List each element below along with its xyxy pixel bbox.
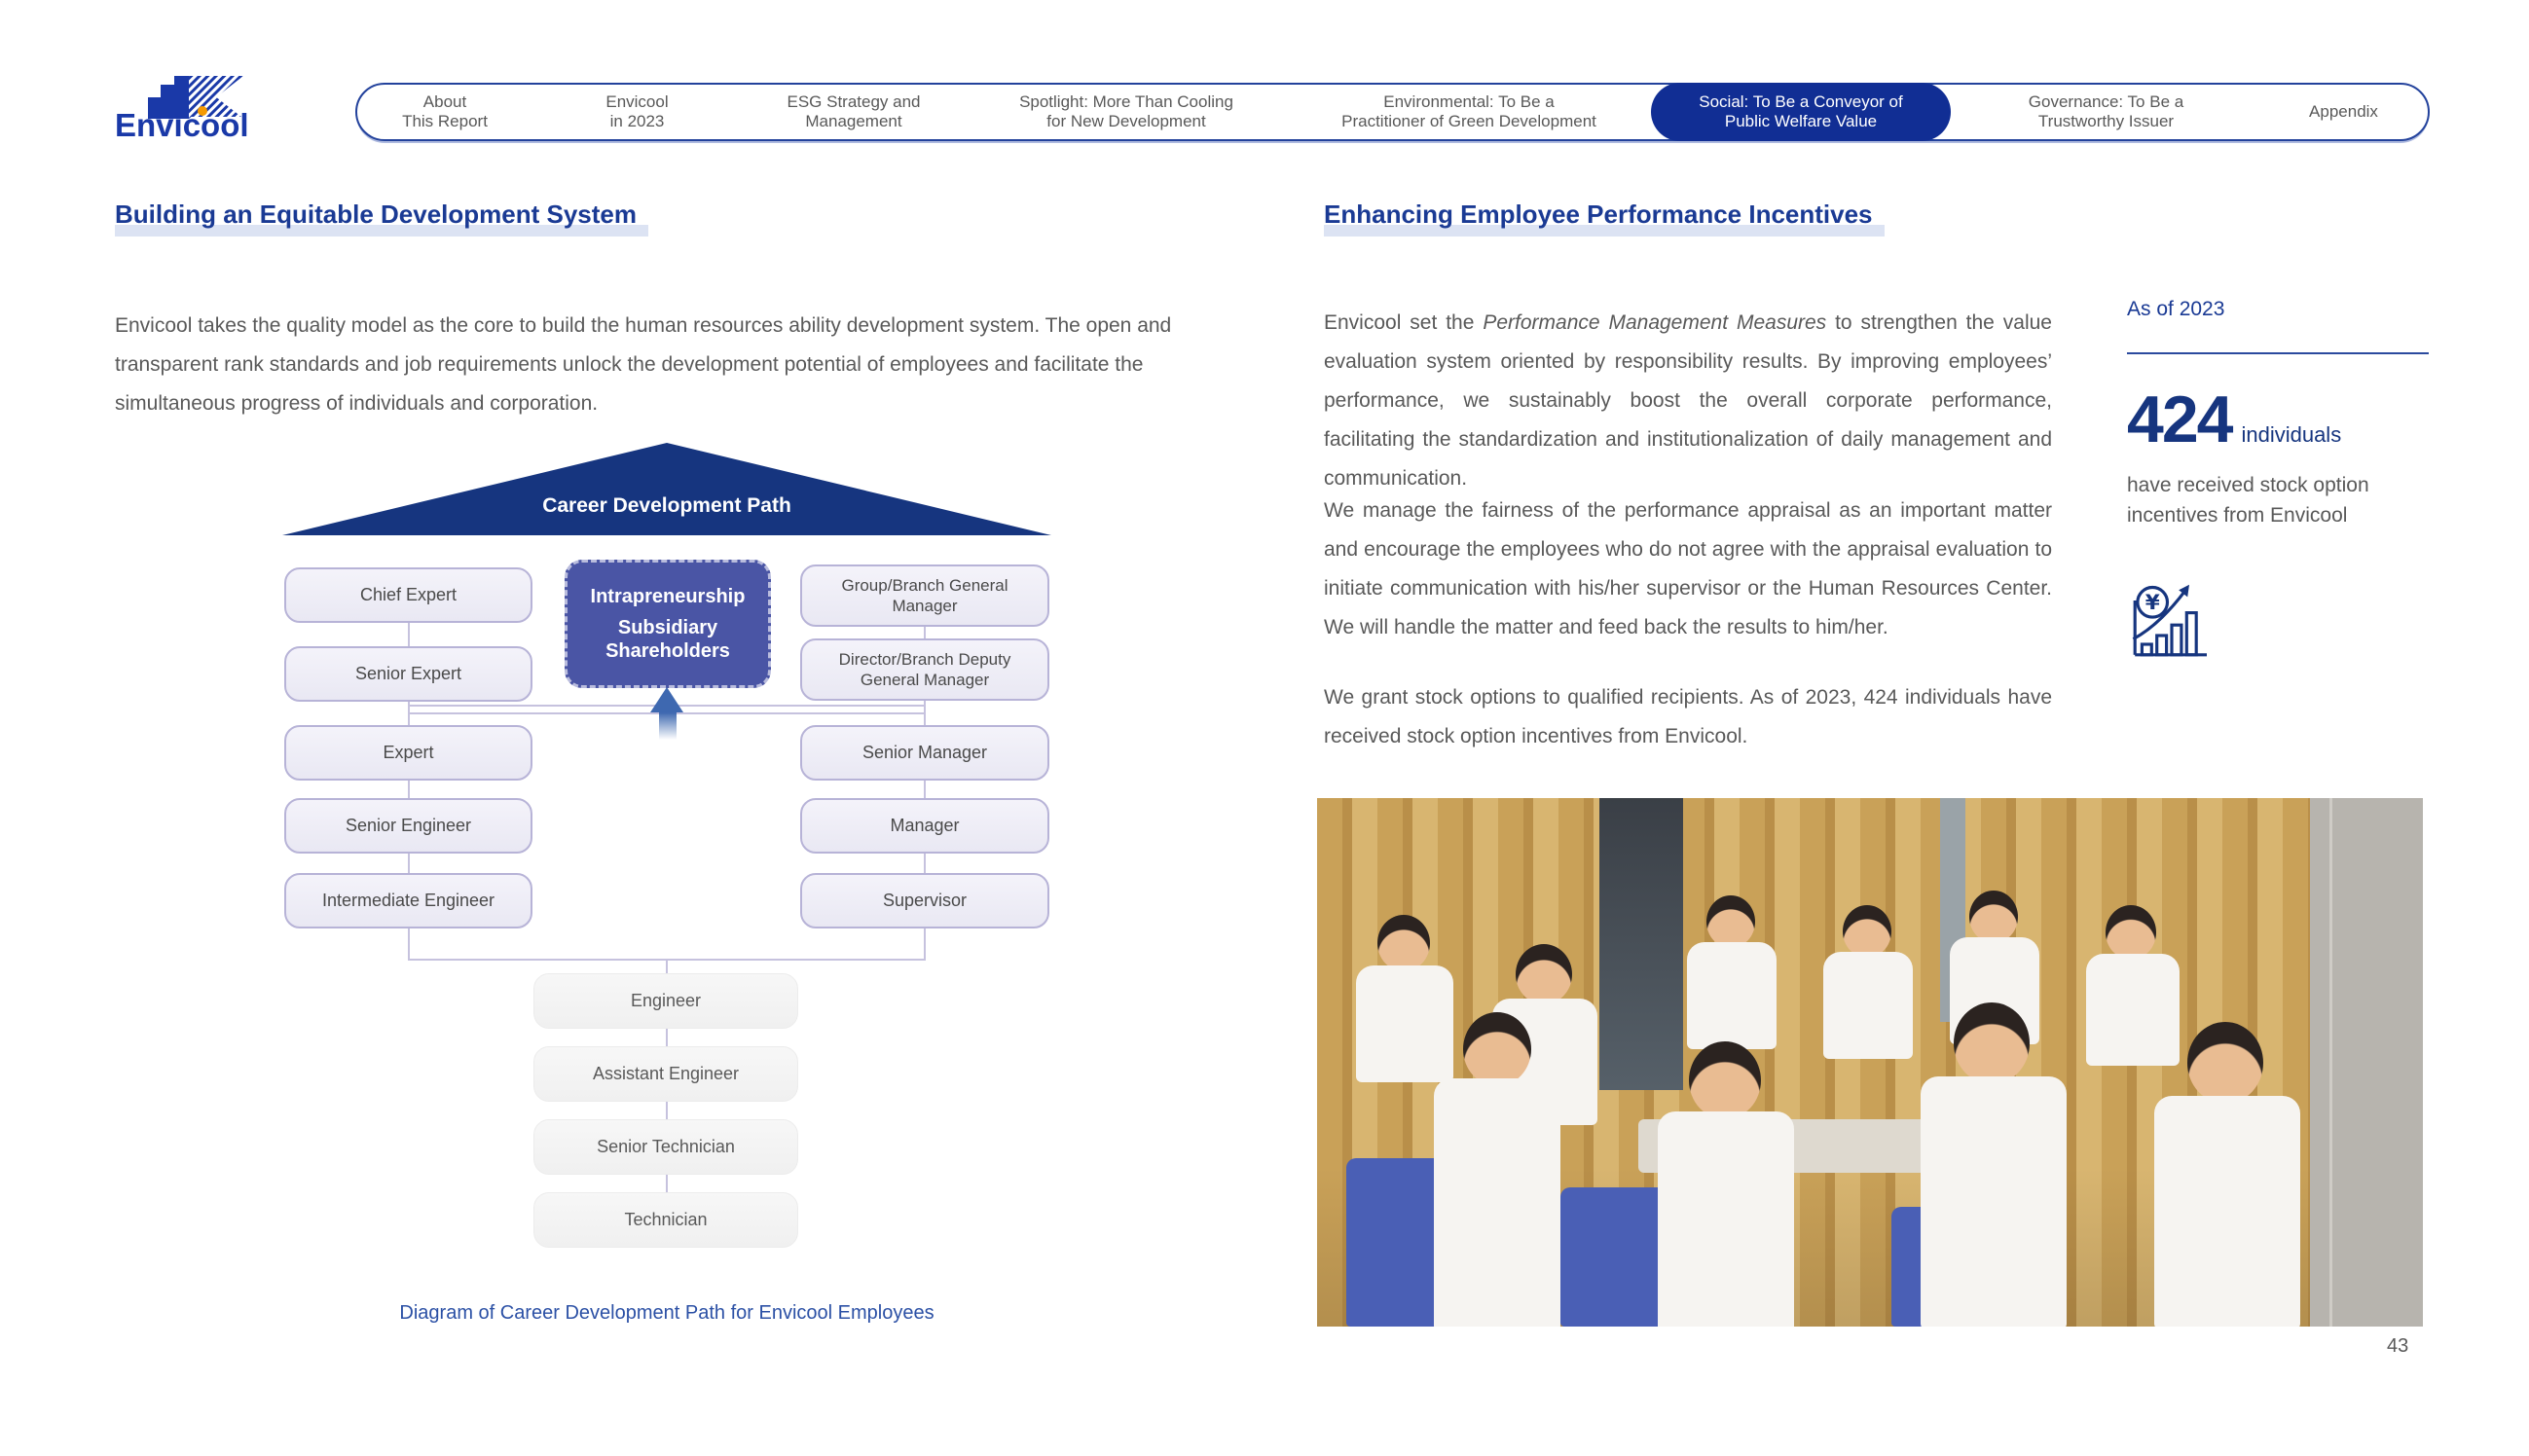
diagram-box-group-branch-gm: Group/Branch General Manager — [800, 564, 1049, 627]
up-arrow-tail — [659, 712, 677, 740]
nav-tab-social-active[interactable]: Social: To Be a Conveyor of Public Welfare Value — [1651, 83, 1951, 141]
nav-tab-about-this-report[interactable]: About This Report — [402, 92, 488, 130]
nav-tab-environmental[interactable]: Environmental: To Be a Practitioner of Green Development — [1341, 92, 1596, 130]
right-paragraph-3: We grant stock options to qualified recipients. As of 2023, 424 individuals have received stock option incentives from Envicool. — [1324, 686, 2052, 747]
diagram-caption: Diagram of Career Development Path for Envicool Employees — [399, 1302, 935, 1324]
nav-tab-governance[interactable]: Governance: To Be a Trustworthy Issuer — [2028, 92, 2184, 130]
italic-document-title: Performance Management Measures — [1483, 311, 1827, 334]
employee-group-photo — [1317, 798, 2423, 1327]
stat-divider — [2127, 352, 2429, 354]
diagram-box-engineer: Engineer — [533, 973, 798, 1029]
svg-text:¥: ¥ — [2144, 591, 2160, 615]
diagram-box-intermediate-engineer: Intermediate Engineer — [284, 873, 532, 928]
stat-as-of-label: As of 2023 — [2127, 298, 2225, 320]
envicool-logo — [115, 76, 251, 144]
diagram-box-technician: Technician — [533, 1192, 798, 1248]
left-section-paragraph: Envicool takes the quality model as the core to build the human resources ability development system. The open and transparent rank standards and job requirements unlock the development potential of employees and facilitate the simultaneous progress of individuals and corporation. — [115, 314, 1172, 415]
envicool-wordmark: Envicool — [115, 107, 249, 143]
photo-window — [1599, 798, 1683, 1090]
diagram-box-intrapreneurship: Intrapreneurship Subsidiary Shareholders — [565, 560, 771, 688]
nav-tab-appendix[interactable]: Appendix — [2309, 102, 2378, 121]
career-development-diagram — [282, 438, 1051, 1256]
nav-tab-envicool-in-2023[interactable]: Envicool in 2023 — [605, 92, 669, 130]
diagram-box-supervisor: Supervisor — [800, 873, 1049, 928]
diagram-box-senior-technician: Senior Technician — [533, 1119, 798, 1175]
diagram-box-assistant-engineer: Assistant Engineer — [533, 1046, 798, 1102]
stat-description: have received stock option incentives from Envicool — [2127, 474, 2369, 527]
right-paragraph-2: We manage the fairness of the performance appraisal as an important matter and encourage the employees who do not agree with the appraisal evaluation to initiate communication with his/her supervisor or the Human Resources Center. We will handle the matter and feed back the results to him/her. — [1324, 499, 2052, 638]
left-section-heading: Building an Equitable Development System — [115, 200, 648, 237]
right-paragraph-1: Envicool set the Performance Management Measures to strengthen the value evaluation system oriented by responsibility results. By improving employees’ performance, we sustainably boost the overall corporate performance, facilitating the standardization and institutionalization of daily management and communication. — [1324, 311, 2052, 490]
nav-tab-spotlight[interactable]: Spotlight: More Than Cooling for New Development — [1019, 92, 1233, 130]
diagram-box-chief-expert: Chief Expert — [284, 567, 532, 623]
up-arrow-icon — [650, 687, 683, 712]
top-navigation — [355, 83, 2430, 141]
diagram-box-senior-manager: Senior Manager — [800, 725, 1049, 781]
stock-option-growth-icon — [2128, 574, 2216, 667]
diagram-box-senior-expert: Senior Expert — [284, 646, 532, 702]
photo-wall-seam — [2329, 798, 2332, 1327]
diagram-banner-label: Career Development Path — [542, 494, 791, 517]
right-section-heading: Enhancing Employee Performance Incentives — [1324, 200, 1885, 237]
diagram-roof-triangle — [282, 443, 1051, 535]
diagram-box-director-deputy-gm: Director/Branch Deputy General Manager — [800, 638, 1049, 701]
diagram-box-expert: Expert — [284, 725, 532, 781]
page-number: 43 — [2387, 1335, 2409, 1357]
nav-tab-esg-strategy[interactable]: ESG Strategy and Management — [787, 92, 921, 130]
stat-value: 424 — [2127, 382, 2232, 456]
photo-wall-panel — [2310, 798, 2423, 1327]
diagram-box-manager: Manager — [800, 798, 1049, 854]
stat-row — [2127, 382, 2342, 456]
diagram-box-senior-engineer: Senior Engineer — [284, 798, 532, 854]
stat-unit: individuals — [2241, 422, 2342, 447]
